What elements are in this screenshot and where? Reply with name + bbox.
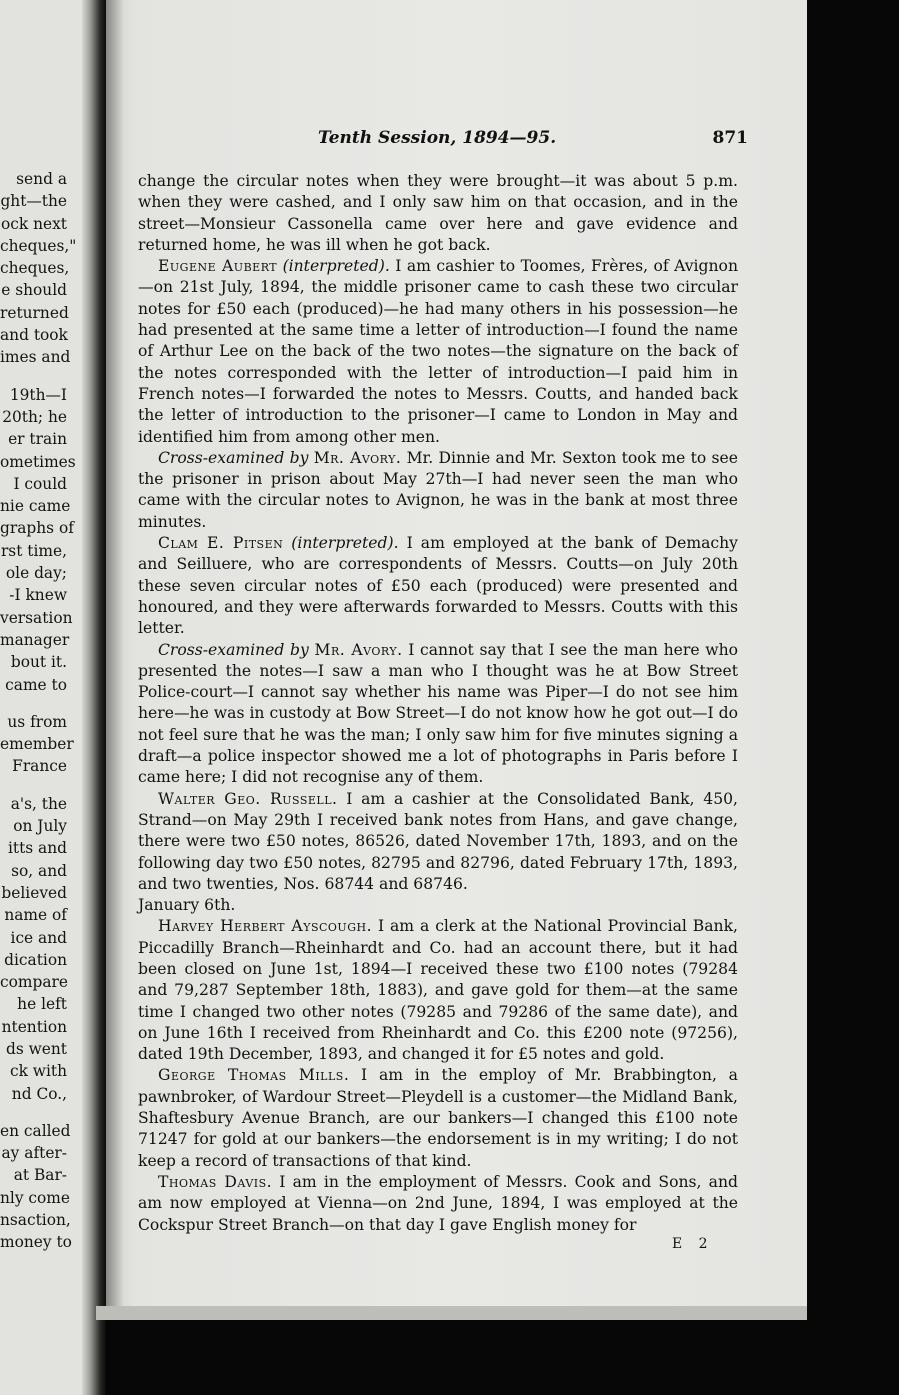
paragraph <box>138 640 738 789</box>
left-line: e should <box>1 281 67 300</box>
left-line: nd Co., <box>11 1084 67 1103</box>
left-line: us from <box>7 712 67 731</box>
book-gutter <box>82 0 106 1395</box>
left-line: er train <box>8 430 67 449</box>
left-line: emember <box>0 735 74 754</box>
left-line: he left <box>17 995 67 1014</box>
speaker-name: Harvey Herbert Ayscough. <box>158 917 373 936</box>
paragraph <box>138 533 738 639</box>
left-line: -I knew <box>9 586 67 605</box>
left-line: itts and <box>7 839 67 858</box>
left-line: rst time, <box>0 541 67 560</box>
page-shadow <box>106 0 124 1306</box>
speaker-name: Walter Geo. Russell. <box>158 789 338 808</box>
speaker-name: Clam E. Pitsen <box>158 534 284 553</box>
left-line: compare <box>0 973 68 992</box>
left-line: and took <box>0 326 68 345</box>
paragraph <box>138 1172 738 1236</box>
left-line: dication <box>4 950 67 969</box>
left-line: ice and <box>10 928 67 947</box>
left-line: at Bar- <box>13 1166 67 1185</box>
paragraph <box>138 916 738 1065</box>
left-line: nsaction, <box>0 1211 71 1230</box>
left-line: ght—the <box>0 192 67 211</box>
left-line: ntention <box>1 1017 67 1036</box>
left-line: I could <box>13 474 67 493</box>
paragraph-text: Mr. Dinnie and Mr. Sexton took me to see the prisoner in prison about May 27th—I had never seen the man who came with the circular notes to Avignon, he was in the bank at most three minutes. <box>138 448 738 531</box>
left-line: 20th; he <box>2 407 67 426</box>
paragraph <box>138 895 738 916</box>
left-line: ometimes <box>0 452 76 471</box>
left-line: bout it. <box>10 653 67 672</box>
page-number: 871 <box>712 128 748 148</box>
speaker-role: Cross-examined by <box>158 640 309 659</box>
paragraph-text: I cannot say that I see the man here who presented the notes—I saw a man who I thought was he at Bow Street Police-court—I cannot say whether his name was Piper—I do not see him here—he was in custody at Bow Street—I do not know how he got out—I do not feel sure that he was the man; I only saw him for five minutes signing a draft—a police inspector showed me a lot of photographs in Paris before I came here; I did not recognise any of them. <box>138 640 738 787</box>
left-line: versation <box>0 608 73 627</box>
paragraph <box>138 789 738 895</box>
paragraph <box>138 448 738 533</box>
paragraph <box>138 256 738 448</box>
speaker-role: Cross-examined by <box>158 448 309 467</box>
speaker-role: (interpreted). <box>282 257 390 276</box>
page-bottom-edge <box>96 1306 807 1320</box>
left-line: 19th—I <box>9 385 67 404</box>
running-header <box>318 128 748 148</box>
paragraph-text: I am cashier to Toomes, Frères, of Avignon—on 21st July, 1894, the middle prisoner came to cash these two circular notes for £50 each (produced)—he had many others in his possession—he had presented at the same time a letter of introduction—I found the name of Arthur Lee on the back of the two notes—the signature on the back of the notes corresponded with the letter of introduction—I paid him in French notes—I forwarded the notes to Messrs. Coutts, and handed back the letter of introduction to the prisoner—I came to London in May and identified him from among other men. <box>138 257 738 446</box>
left-line: ole day; <box>5 564 67 583</box>
left-line: nly come <box>0 1188 71 1207</box>
left-line: France <box>12 757 67 776</box>
speaker-name: Thomas Davis. <box>158 1172 273 1191</box>
paragraph <box>138 1065 738 1171</box>
left-line: so, and <box>11 861 67 880</box>
left-line: nie came <box>0 497 71 516</box>
left-line: ds went <box>5 1039 67 1058</box>
paragraph-text: January 6th. <box>138 896 236 915</box>
left-line: en called <box>0 1121 71 1140</box>
speaker-name: George Thomas Mills. <box>158 1066 350 1085</box>
paragraph-text: I am a cashier at the Consolidated Bank, 450, Strand—on May 29th I received bank notes from Hans, and gave change, there were two £50 notes, 86526, dated November 17th, 1893, and on the following day two £50 notes, 82795 and 82796, dated February 17th, 1893, and two twenties, Nos. 68744 and 68746. <box>138 789 738 893</box>
left-line: believed <box>1 883 67 902</box>
left-line: name of <box>4 906 67 925</box>
paragraph-text: change the circular notes when they were brought—it was about 5 p.m. when they were cashed, and I only saw him on that occasion, and in the street—Monsieur Cassonella came over here and gave evidence and returned home, he was ill when he got back. <box>138 172 738 254</box>
paragraph-text: I am in the employment of Messrs. Cook and Sons, and am now employed at Vienna—on 2nd June, 1894, I was employed at the Cockspur Street Branch—on that day I gave English money for <box>138 1172 738 1234</box>
left-line: money to <box>0 1233 72 1252</box>
paragraph-text: I am a clerk at the National Provincial Bank, Piccadilly Branch—Rheinhardt and Co. had an account there, but it had been closed on June 1st, 1894—I received these two £100 notes (79284 and 79,287 September 18th, 1883), and gave gold for them—at the same time I changed two other notes (79285 and 79286 of the same date), and on June 16th I received from Rheinhardt and Co. this £200 note (97256), dated 19th December, 1893, and changed it for £5 notes and gold. <box>138 917 738 1064</box>
session-title: Tenth Session, 1894—95. <box>318 128 557 148</box>
speaker-name: Eugene Aubert <box>158 257 278 276</box>
left-line: returned <box>0 303 69 322</box>
left-line: send a <box>16 170 67 188</box>
paragraph <box>138 171 738 256</box>
left-line: on July <box>13 817 67 836</box>
examiner-name: Mr. Avory. <box>314 640 403 659</box>
paragraph-text: I am employed at the bank of Demachy and Seilluere, who are correspondents of Messrs. Coutts—on July 20th these seven circular notes of £50 each (produced) were presented and honoured, and they were afterwards forwarded to Messrs. Coutts with this letter. <box>138 534 738 638</box>
left-line: ck with <box>9 1062 67 1081</box>
left-line: cheques," <box>0 236 77 255</box>
left-line: manager <box>0 630 70 649</box>
left-line: a's, the <box>10 794 67 813</box>
left-line: graphs of <box>0 519 74 538</box>
left-line: came to <box>5 675 67 694</box>
signature-mark: E 2 <box>672 1236 714 1252</box>
left-line: ock next <box>1 214 67 233</box>
left-line: ay after- <box>1 1144 67 1163</box>
examiner-name: Mr. Avory. <box>313 448 402 467</box>
speaker-role: (interpreted). <box>291 534 399 553</box>
page-body <box>138 171 738 1236</box>
paragraph-text: I am in the employ of Mr. Brabbington, a pawnbroker, of Wardour Street—Pleydell is a customer—the Midland Bank, Shaftesbury Avenue Branch, are our bankers—I changed this £100 note 71247 for gold at our bankers—the endorsement is in my writing; I do not keep a record of transactions of that kind. <box>138 1066 738 1170</box>
left-line: imes and <box>0 348 71 367</box>
left-line: cheques, <box>0 259 70 278</box>
